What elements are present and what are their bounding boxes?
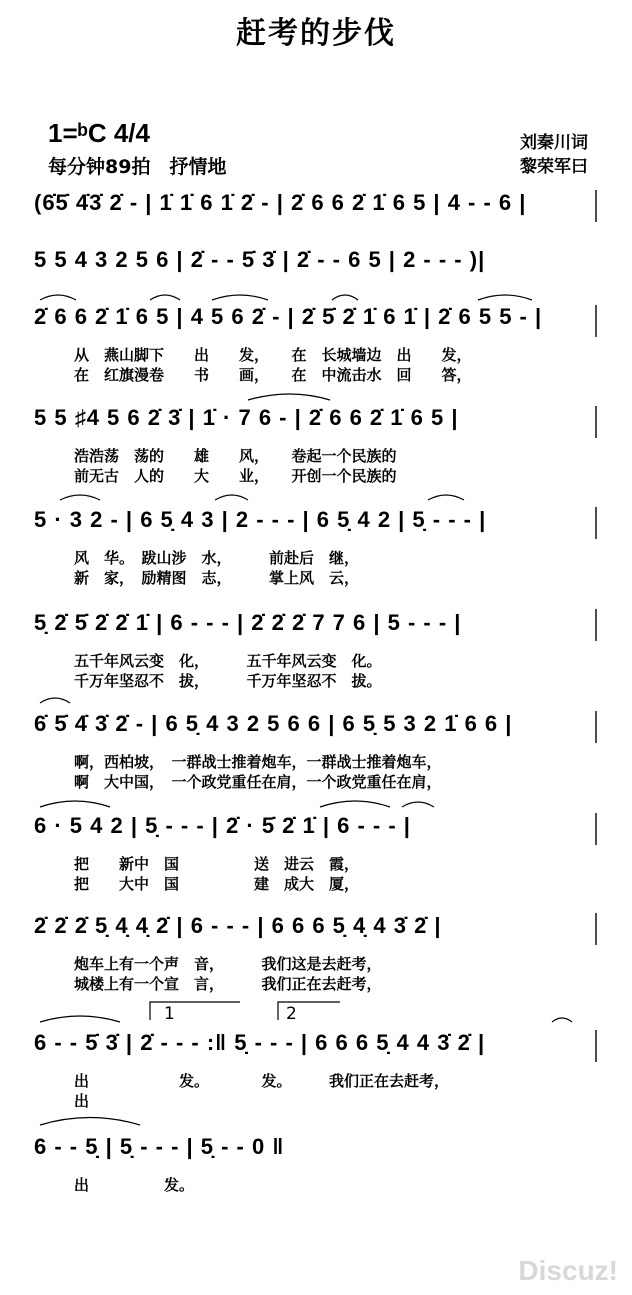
lyric-verse-1: 炮车上有一个声 音， 我们这是去赶考，: [74, 955, 382, 973]
notation-line: 5 · 3 2 - | 6 5̣ 4 3 | 2 - - - | 6 5̣ 4 2 | 5̣ - - - |: [34, 507, 487, 532]
music-system-9: [34, 913, 594, 993]
music-system-4: [34, 405, 594, 485]
tempo-marking: 每分钟89拍 抒情地: [48, 156, 227, 178]
volta-2-label: 2: [286, 1004, 297, 1024]
notation-line: 5 5 4 3 2 5 6 | 2̇ - - 5̇ 3̇ | 2̇ - - 6 5 | 2 - - - )|: [34, 247, 486, 272]
music-system-10: [34, 1004, 594, 1110]
lyric-verse-2: 把 大中 国 建 成大 厦，: [74, 875, 360, 893]
notation-line: 2̇ 6 6 2̇ 1̇ 6 5 | 4 5 6 2̇ - | 2̇ 5̇ 2̇ 1̇ 6 1̇ | 2̇ 6 5 5 - |: [34, 304, 543, 329]
lyric-verse-2: 城楼上有一个宣 言， 我们正在去赶考，: [74, 975, 382, 993]
music-system-11: [34, 1134, 594, 1194]
lyricist-credit: 刘秦川词: [520, 133, 588, 153]
lyric-verse-2: 啊 大中国， 一个政党重任在肩，一个政党重任在肩，: [74, 773, 442, 791]
notation-line: 5 5 ♯4 5 6 2̇ 3̇ | 1̇ · 7 6 - | 2̇ 6 6 2̇ 1̇ 6 5 |: [34, 405, 459, 430]
lyric-verse-1: 风 华。 跋山涉 水， 前赴后 继，: [74, 549, 360, 567]
music-system-1: [34, 190, 594, 232]
volta-1-label: 1: [164, 1004, 175, 1024]
lyric-verse-2: 新 家， 励精图 志， 掌上风 云，: [74, 569, 360, 587]
discuz-watermark: Discuz!: [518, 1255, 618, 1286]
lyric-verse-1: 从 燕山脚下 出 发， 在 长城墙边 出 发，: [74, 346, 472, 364]
song-title: 赶考的步伐: [236, 16, 396, 51]
lyric-verse-1: 把 新中 国 送 进云 霞，: [74, 855, 360, 873]
notation-line: 5̣ 2̇ 5̇ 2̇ 2̇ 1̇ | 6 - - - | 2̇ 2̇ 2̇ 7 7 6 | 5 - - - |: [34, 610, 462, 635]
music-system-6: [34, 610, 594, 690]
key-signature: 1=ᵇC 4/4: [48, 118, 150, 148]
notation-line: 6 · 5 4 2 | 5̣ - - - | 2̇ · 5̇ 2̇ 1̇ | 6 - - - |: [34, 813, 411, 838]
music-system-5: [34, 507, 594, 587]
music-system-2: [34, 247, 594, 289]
lyric-verse-2: 前无古 人的 大 业， 开创一个民族的: [74, 467, 397, 485]
music-system-3: [34, 304, 594, 384]
notation-line: 6 - - 5̇ 3̇ | 2̇ - - - :‖ 5̣ - - - | 6 6 6 5̣ 4 4 3̇ 2̇ |: [34, 1030, 486, 1055]
lyric-verse-1: 五千年风云变 化， 五千年风云变 化。: [74, 652, 382, 670]
lyric-verse-1: 浩浩荡 荡的 雄 风， 卷起一个民族的: [74, 447, 397, 465]
lyric-verse-2: 在 红旗漫卷 书 画， 在 中流击水 回 答，: [74, 366, 472, 384]
notation-line: (6̇5̇ 4̇3̇ 2̇ - | 1̇ 1̇ 6 1̇ 2̇ - | 2̇ 6 6 2̇ 1̇ 6 5 | 4 - - 6 |: [34, 190, 527, 215]
music-system-7: [34, 711, 594, 791]
lyric-verse-1: 出 发。: [74, 1176, 195, 1194]
notation-line: 2̇ 2̇ 2̇ 5̣ 4̣ 4̣ 2̇ | 6 - - - | 6 6 6 5̣ 4̣ 4 3̇ 2̇ |: [34, 913, 442, 938]
music-system-8: [34, 813, 594, 893]
lyric-verse-1: 啊，西柏坡， 一群战士推着炮车，一群战士推着炮车，: [74, 753, 442, 771]
lyric-verse-1: 出 发。 发。 我们正在去赶考，: [74, 1072, 450, 1090]
notation-line: 6 - - 5̣ | 5̣ - - - | 5̣ - - 0 ‖: [34, 1134, 285, 1159]
notation-line: 6̇ 5̇ 4̇ 3̇ 2̇ - | 6 5̣ 4 3 2 5 6 6 | 6 5̣ 5 3 2 1̇ 6 6 |: [34, 711, 513, 736]
lyric-verse-2: 千万年坚忍不 拔， 千万年坚忍不 拔。: [74, 672, 382, 690]
composer-credit: 黎荣军曰: [520, 157, 588, 177]
lyric-verse-2: 出: [74, 1092, 90, 1110]
